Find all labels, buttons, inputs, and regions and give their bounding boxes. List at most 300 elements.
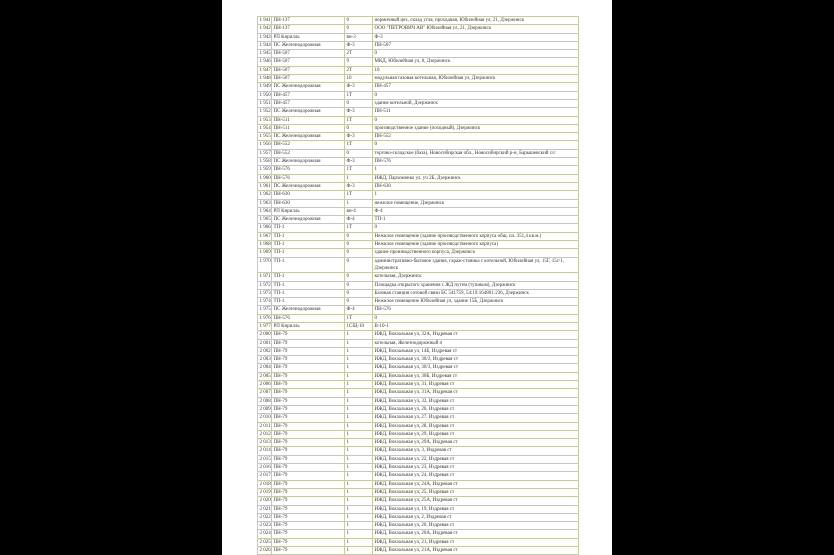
table-row bbox=[258, 199, 579, 207]
consumer-cell: 10 bbox=[373, 66, 579, 74]
consumer-cell: ПН-511 bbox=[373, 108, 579, 116]
row-number: 2 022 bbox=[259, 514, 271, 520]
feeder-cell: 0 bbox=[345, 124, 373, 132]
feeder-cell: 1 bbox=[345, 389, 373, 397]
consumer-cell: ИЖД, Вокзальная ул, 27, Издревая ст bbox=[373, 414, 579, 422]
consumer-cell: ИЖД, Вокзальная ул, 28, Издревая ст bbox=[373, 422, 579, 430]
row-number: 2 008 bbox=[259, 398, 271, 404]
consumer-cell: производственное здание (походный), Дзержинск bbox=[373, 124, 579, 132]
table-row bbox=[258, 447, 579, 455]
consumer-cell: В-10-1 bbox=[373, 322, 579, 330]
feeder-cell: 1 bbox=[345, 447, 373, 455]
row-number: 2 020 bbox=[259, 498, 271, 504]
row-number: 1 960 bbox=[259, 175, 271, 181]
row-number: 1 946 bbox=[259, 59, 271, 65]
table-row bbox=[258, 108, 579, 116]
feeder-cell: 1 bbox=[345, 199, 373, 207]
row-number: 2 019 bbox=[259, 489, 271, 495]
row-number: 1 972 bbox=[259, 282, 271, 288]
consumer-cell: ИЖД, Вокзальная ул, 21А, Издревая ст bbox=[373, 547, 579, 555]
source-node: ПС Железнодорожная bbox=[272, 108, 345, 116]
source-node: ПН-511 bbox=[272, 124, 345, 132]
table-row bbox=[258, 547, 579, 555]
table-row bbox=[258, 207, 579, 215]
source-node: ПН-79 bbox=[272, 455, 345, 463]
source-node: ТП-1 bbox=[272, 241, 345, 249]
table-row bbox=[258, 464, 579, 472]
row-number: 2 015 bbox=[259, 456, 271, 462]
feeder-cell: 9 bbox=[345, 58, 373, 66]
source-node: РП Кирилль bbox=[272, 322, 345, 330]
source-node: ТП-1 bbox=[272, 249, 345, 257]
row-number: 2 006 bbox=[259, 382, 271, 388]
consumer-cell: ПН-507 bbox=[373, 41, 579, 49]
source-node: ТП-1 bbox=[272, 224, 345, 232]
table-row bbox=[258, 530, 579, 538]
feeder-cell: 1Т bbox=[345, 166, 373, 174]
feeder-cell: 1 bbox=[345, 497, 373, 505]
feeder-cell: 1 bbox=[345, 430, 373, 438]
feeder-cell: 1 bbox=[345, 480, 373, 488]
feeder-cell: 1 bbox=[345, 472, 373, 480]
feeder-cell: 1 bbox=[345, 522, 373, 530]
row-number: 1 958 bbox=[259, 159, 271, 165]
feeder-cell: 0 bbox=[345, 289, 373, 297]
consumer-cell: 1 bbox=[373, 191, 579, 199]
source-node: ПН-457 bbox=[272, 99, 345, 107]
table-row bbox=[258, 497, 579, 505]
consumer-cell: ТП-1 bbox=[373, 216, 579, 224]
table-row bbox=[258, 322, 579, 330]
row-number: 2 023 bbox=[259, 523, 271, 529]
consumer-cell: торгово-складское (база), Новосибирская обл., Новосибирский р-н, Барышевский с/с bbox=[373, 149, 579, 157]
row-number: 2 000 bbox=[259, 332, 271, 338]
table-row bbox=[258, 99, 579, 107]
row-number: 1 952 bbox=[259, 109, 271, 115]
table-row bbox=[258, 116, 579, 124]
feeder-cell: 1Т bbox=[345, 191, 373, 199]
consumer-cell: нежилое помещение, Дзержинск bbox=[373, 199, 579, 207]
source-node: ПН-79 bbox=[272, 530, 345, 538]
source-node: ПН-552 bbox=[272, 149, 345, 157]
source-node: ТП-1 bbox=[272, 298, 345, 306]
row-number: 1 955 bbox=[259, 134, 271, 140]
consumer-cell: ИЖД, Вокзальная ул, 29, Издревая ст bbox=[373, 430, 579, 438]
document-page bbox=[222, 0, 612, 555]
row-number: 1 942 bbox=[259, 26, 271, 32]
feeder-cell: 0 bbox=[345, 17, 373, 25]
feeder-cell: Ф-3 bbox=[345, 182, 373, 190]
row-number: 2 005 bbox=[259, 373, 271, 379]
source-node: ПС Железнодорожная bbox=[272, 306, 345, 314]
source-node: ПН-79 bbox=[272, 389, 345, 397]
row-number: 1 954 bbox=[259, 125, 271, 131]
feeder-cell: Ф-3 bbox=[345, 133, 373, 141]
row-number: 2 012 bbox=[259, 431, 271, 437]
feeder-cell: 1 bbox=[345, 538, 373, 546]
source-node: ПН-576 bbox=[272, 314, 345, 322]
row-number: 1 953 bbox=[259, 117, 271, 123]
consumer-cell: ПН-576 bbox=[373, 306, 579, 314]
table-row bbox=[258, 513, 579, 521]
source-node: ПН-79 bbox=[272, 347, 345, 355]
source-node: ПН-457 bbox=[272, 91, 345, 99]
source-node: РП Кирилль bbox=[272, 33, 345, 41]
table-row bbox=[258, 158, 579, 166]
consumer-cell: ИЖД, Вокзальная ул, 3, Издревая ст bbox=[373, 447, 579, 455]
table-row bbox=[258, 389, 579, 397]
row-number: 1 969 bbox=[259, 250, 271, 256]
consumer-cell: здание производственного корпуса, Дзержинск bbox=[373, 249, 579, 257]
row-number: 1 973 bbox=[259, 290, 271, 296]
feeder-cell: Ф-4 bbox=[345, 216, 373, 224]
row-number: 1 950 bbox=[259, 92, 271, 98]
consumer-cell: Нежилое помещение Юбилейная ул, здание 15Б, Дзержинск bbox=[373, 298, 579, 306]
feeder-cell: 1СЩ-10 bbox=[345, 322, 373, 330]
consumer-cell: ПН-630 bbox=[373, 182, 579, 190]
table-row bbox=[258, 216, 579, 224]
row-number: 1 963 bbox=[259, 200, 271, 206]
table-row bbox=[258, 372, 579, 380]
consumer-cell: 0 bbox=[373, 50, 579, 58]
row-number: 1 974 bbox=[259, 299, 271, 305]
row-number: 1 948 bbox=[259, 76, 271, 82]
table-row bbox=[258, 381, 579, 389]
feeder-cell: вн-4 bbox=[345, 207, 373, 215]
row-number: 1 961 bbox=[259, 183, 271, 189]
source-node: ПН-79 bbox=[272, 538, 345, 546]
table-row bbox=[258, 224, 579, 232]
source-node: ПН-507 bbox=[272, 75, 345, 83]
table-row bbox=[258, 339, 579, 347]
feeder-cell: Ф-4 bbox=[345, 306, 373, 314]
feeder-cell: Ф-3 bbox=[345, 83, 373, 91]
source-node: ПС Железнодорожная bbox=[272, 83, 345, 91]
table-row bbox=[258, 439, 579, 447]
consumer-cell: ИЖД, Вокзальная ул, 30/3, Издревая ст bbox=[373, 364, 579, 372]
source-node: ТП-1 bbox=[272, 257, 345, 273]
source-node: ПН-137 bbox=[272, 17, 345, 25]
feeder-cell: 1Т bbox=[345, 224, 373, 232]
source-node: ПН-79 bbox=[272, 397, 345, 405]
row-number: 1 945 bbox=[259, 51, 271, 57]
consumer-cell: Нежилое помещение (здание производственного корпуса) bbox=[373, 241, 579, 249]
feeder-cell: 1 bbox=[345, 547, 373, 555]
feeder-cell: 1 bbox=[345, 381, 373, 389]
consumer-cell: МКД, Юбилейная ул, 8, Дзержинск bbox=[373, 58, 579, 66]
table-body bbox=[258, 17, 579, 555]
source-node: ПС Железнодорожная bbox=[272, 182, 345, 190]
consumer-cell: 0 bbox=[373, 91, 579, 99]
source-node: ПН-507 bbox=[272, 66, 345, 74]
source-node: ПС Железнодорожная bbox=[272, 158, 345, 166]
source-node: ТП-1 bbox=[272, 281, 345, 289]
row-number: 1 971 bbox=[259, 274, 271, 280]
source-node: ПН-507 bbox=[272, 50, 345, 58]
consumer-cell: ООО "ПЕТРОВИЧ АВ" Юбилейная ул, 21, Дзержинск bbox=[373, 25, 579, 33]
feeder-cell: 1 bbox=[345, 356, 373, 364]
feeder-cell: 0 bbox=[345, 298, 373, 306]
row-number: 1 975 bbox=[259, 307, 271, 313]
feeder-cell: 1 bbox=[345, 397, 373, 405]
feeder-cell: 1Т bbox=[345, 116, 373, 124]
row-number: 1 947 bbox=[259, 67, 271, 73]
feeder-cell: 1 bbox=[345, 174, 373, 182]
consumer-cell: административно-бытовое здание, гараж-стоянка с котельной, Юбилейная ул, 15Г, 15г/1, Дзержинск bbox=[373, 257, 579, 273]
consumer-cell: ИЖД, Вокзальная ул, 30Б, Издревая ст bbox=[373, 372, 579, 380]
consumer-cell: Ф-3 bbox=[373, 33, 579, 41]
table-row bbox=[258, 124, 579, 132]
feeder-cell: 1 bbox=[345, 513, 373, 521]
consumer-cell: 0 bbox=[373, 116, 579, 124]
table-row bbox=[258, 480, 579, 488]
consumer-cell: ИЖД, Вокзальная ул, 31А, Издревая ст bbox=[373, 389, 579, 397]
consumer-cell: ИЖД, Вокзальная ул, 20А, Издревая ст bbox=[373, 530, 579, 538]
consumer-cell: ИЖД, Вокзальная ул, 25, Издревая ст bbox=[373, 488, 579, 496]
table-row bbox=[258, 472, 579, 480]
source-node: ПН-79 bbox=[272, 547, 345, 555]
source-node: ПН-79 bbox=[272, 488, 345, 496]
table-row bbox=[258, 191, 579, 199]
consumer-cell: ИЖД, Вокзальная ул, 31, Издревая ст bbox=[373, 381, 579, 389]
consumer-cell: Нежилое помещение (здание производственного корпуса общ. пл. 351,4 кв.м.) bbox=[373, 232, 579, 240]
consumer-cell: здание котельной, Дзержинск bbox=[373, 99, 579, 107]
table-row bbox=[258, 364, 579, 372]
row-number: 1 951 bbox=[259, 100, 271, 106]
table-row bbox=[258, 50, 579, 58]
consumer-cell: ИЖД, Вокзальная ул, 19, Издревая ст bbox=[373, 505, 579, 513]
source-node: ТП-1 bbox=[272, 232, 345, 240]
feeder-cell: Ф-3 bbox=[345, 41, 373, 49]
feeder-cell: 1 bbox=[345, 530, 373, 538]
source-node: ПН-630 bbox=[272, 199, 345, 207]
table-row bbox=[258, 41, 579, 49]
table-row bbox=[258, 17, 579, 25]
feeder-cell: 1 bbox=[345, 439, 373, 447]
consumer-cell: ИЖД, Вокзальная ул, 26, Издревая ст bbox=[373, 405, 579, 413]
source-node: ПН-79 bbox=[272, 505, 345, 513]
consumer-cell: Площадка открытого хранения с ЖД путем (тупиком), Дзержинск bbox=[373, 281, 579, 289]
source-node: ПС Железнодорожная bbox=[272, 41, 345, 49]
table-row bbox=[258, 141, 579, 149]
consumer-cell: котельная, Дзержинск bbox=[373, 273, 579, 281]
row-number: 1 965 bbox=[259, 217, 271, 223]
table-row bbox=[258, 257, 579, 273]
table-row bbox=[258, 75, 579, 83]
table-row bbox=[258, 488, 579, 496]
table-row bbox=[258, 455, 579, 463]
consumer-cell: ИЖД, Вокзальная ул, 24А, Издревая ст bbox=[373, 480, 579, 488]
source-node: ПН-79 bbox=[272, 480, 345, 488]
table-row bbox=[258, 273, 579, 281]
feeder-cell: 0 bbox=[345, 273, 373, 281]
row-number: 2 024 bbox=[259, 531, 271, 537]
feeder-cell: 1Т bbox=[345, 91, 373, 99]
row-number: 1 977 bbox=[259, 323, 271, 329]
feeder-cell: 1 bbox=[345, 405, 373, 413]
row-number: 1 943 bbox=[259, 34, 271, 40]
feeder-cell: вн-3 bbox=[345, 33, 373, 41]
row-number: 1 941 bbox=[259, 18, 271, 23]
table-row bbox=[258, 538, 579, 546]
feeder-cell: 0 bbox=[345, 25, 373, 33]
source-node: ПН-79 bbox=[272, 513, 345, 521]
consumer-cell: ИЖД, Вокзальная ул, 21, Издревая ст bbox=[373, 538, 579, 546]
row-number: 2 010 bbox=[259, 415, 271, 421]
source-node: РП Кирилль bbox=[272, 207, 345, 215]
consumer-cell: ИЖД, Вокзальная ул, 23, Издревая ст bbox=[373, 464, 579, 472]
feeder-cell: 1 bbox=[345, 464, 373, 472]
consumer-cell: Ф-4 bbox=[373, 207, 579, 215]
table-row bbox=[258, 166, 579, 174]
row-number: 1 956 bbox=[259, 142, 271, 148]
table-row bbox=[258, 397, 579, 405]
row-number: 2 025 bbox=[259, 539, 271, 545]
table-row bbox=[258, 405, 579, 413]
feeder-cell: 1 bbox=[345, 422, 373, 430]
power-supply-table bbox=[257, 16, 579, 555]
source-node: ПН-630 bbox=[272, 191, 345, 199]
feeder-cell: 1 bbox=[345, 339, 373, 347]
row-number: 1 967 bbox=[259, 233, 271, 239]
table-row bbox=[258, 232, 579, 240]
feeder-cell: Ф-3 bbox=[345, 108, 373, 116]
row-number: 2 009 bbox=[259, 406, 271, 412]
consumer-cell: нормичный цех, склад угля, проходная, Юбилейная ул, 21, Дзержинск bbox=[373, 17, 579, 25]
source-node: ТП-1 bbox=[272, 273, 345, 281]
source-node: ПН-79 bbox=[272, 372, 345, 380]
table-row bbox=[258, 33, 579, 41]
feeder-cell: 10 bbox=[345, 75, 373, 83]
row-number: 2 016 bbox=[259, 465, 271, 471]
table-row bbox=[258, 522, 579, 530]
source-node: ПН-576 bbox=[272, 174, 345, 182]
consumer-cell: ИЖД, Пархоменко ул, уч 2Б, Дзержинск bbox=[373, 174, 579, 182]
table-row bbox=[258, 505, 579, 513]
row-number: 1 966 bbox=[259, 225, 271, 231]
row-number: 1 976 bbox=[259, 315, 271, 321]
feeder-cell: 0 bbox=[345, 232, 373, 240]
table-row bbox=[258, 241, 579, 249]
consumer-cell: ИЖД, Вокзальная ул, 32, Издревая ст bbox=[373, 397, 579, 405]
feeder-cell: 1 bbox=[345, 488, 373, 496]
row-number: 1 959 bbox=[259, 167, 271, 173]
feeder-cell: Ф-3 bbox=[345, 158, 373, 166]
source-node: ПС Железнодорожная bbox=[272, 216, 345, 224]
table-row bbox=[258, 182, 579, 190]
consumer-cell: ПН-457 bbox=[373, 83, 579, 91]
consumer-cell: ИЖД, Вокзальная ул, 25А, Издревая ст bbox=[373, 497, 579, 505]
feeder-cell: 1 bbox=[345, 364, 373, 372]
table-row bbox=[258, 314, 579, 322]
table-row bbox=[258, 133, 579, 141]
table-row bbox=[258, 249, 579, 257]
consumer-cell: ПН-552 bbox=[373, 133, 579, 141]
feeder-cell: 0 bbox=[345, 249, 373, 257]
consumer-cell: 1 bbox=[373, 166, 579, 174]
row-number: 1 970 bbox=[258, 257, 272, 273]
row-number: 2 014 bbox=[259, 448, 271, 454]
feeder-cell: 1 bbox=[345, 331, 373, 339]
table-row bbox=[258, 25, 579, 33]
source-node: ТП-1 bbox=[272, 289, 345, 297]
consumer-cell: модульная газовая котельная, Юбилейная ул, Дзержинск bbox=[373, 75, 579, 83]
consumer-cell: ИЖД, Вокзальная ул, 14Б, Издревая ст bbox=[373, 347, 579, 355]
consumer-cell: ИЖД, Вокзальная ул, 32А, Издревая ст bbox=[373, 331, 579, 339]
consumer-cell: ИЖД, Вокзальная ул, 2, Издревая ст bbox=[373, 513, 579, 521]
row-number: 2 011 bbox=[259, 423, 271, 429]
source-node: ПН-79 bbox=[272, 339, 345, 347]
source-node: ПН-79 bbox=[272, 447, 345, 455]
row-number: 2 002 bbox=[259, 348, 271, 354]
source-node: ПН-507 bbox=[272, 58, 345, 66]
source-node: ПН-79 bbox=[272, 464, 345, 472]
source-node: ПН-79 bbox=[272, 422, 345, 430]
feeder-cell: 1Т bbox=[345, 141, 373, 149]
table-row bbox=[258, 281, 579, 289]
source-node: ПН-137 bbox=[272, 25, 345, 33]
feeder-cell: 0 bbox=[345, 99, 373, 107]
source-node: ПН-79 bbox=[272, 522, 345, 530]
row-number: 1 957 bbox=[259, 150, 271, 156]
feeder-cell: 1 bbox=[345, 505, 373, 513]
consumer-cell: 0 bbox=[373, 314, 579, 322]
source-node: ПН-511 bbox=[272, 116, 345, 124]
source-node: ПН-576 bbox=[272, 166, 345, 174]
source-node: ПН-79 bbox=[272, 472, 345, 480]
table-row bbox=[258, 430, 579, 438]
row-number: 2 021 bbox=[259, 506, 271, 512]
consumer-cell: 0 bbox=[373, 224, 579, 232]
source-node: ПН-79 bbox=[272, 497, 345, 505]
feeder-cell: 1 bbox=[345, 414, 373, 422]
consumer-cell: котельная, Железнодорожный п bbox=[373, 339, 579, 347]
source-node: ПН-79 bbox=[272, 381, 345, 389]
row-number: 2 013 bbox=[259, 440, 271, 446]
row-number: 1 944 bbox=[259, 42, 271, 48]
feeder-cell: 2Т bbox=[345, 66, 373, 74]
feeder-cell: 2Т bbox=[345, 50, 373, 58]
table-row bbox=[258, 347, 579, 355]
row-number: 2 018 bbox=[259, 481, 271, 487]
feeder-cell: 1 bbox=[345, 372, 373, 380]
table-row bbox=[258, 356, 579, 364]
source-node: ПН-79 bbox=[272, 356, 345, 364]
source-node: ПС Железнодорожная bbox=[272, 133, 345, 141]
table-row bbox=[258, 58, 579, 66]
row-number: 2 004 bbox=[259, 365, 271, 371]
source-node: ПН-79 bbox=[272, 439, 345, 447]
row-number: 1 949 bbox=[259, 84, 271, 90]
consumer-cell: ИЖД, Вокзальная ул, 24, Издревая ст bbox=[373, 472, 579, 480]
source-node: ПН-79 bbox=[272, 430, 345, 438]
consumer-cell: Базовая станция сотовой связи БС 541759, 54:19:164801:236, Дзержинск bbox=[373, 289, 579, 297]
table-row bbox=[258, 298, 579, 306]
consumer-cell: ИЖД, Вокзальная ул, 20, Издревая ст bbox=[373, 522, 579, 530]
table-row bbox=[258, 149, 579, 157]
source-node: ПН-552 bbox=[272, 141, 345, 149]
table-row bbox=[258, 422, 579, 430]
feeder-cell: 0 bbox=[345, 281, 373, 289]
row-number: 2 007 bbox=[259, 390, 271, 396]
source-node: ПН-79 bbox=[272, 405, 345, 413]
source-node: ПН-79 bbox=[272, 414, 345, 422]
source-node: ПН-79 bbox=[272, 364, 345, 372]
feeder-cell: 0 bbox=[345, 257, 373, 273]
row-number: 1 962 bbox=[259, 192, 271, 198]
consumer-cell: ПН-576 bbox=[373, 158, 579, 166]
source-node: ПН-79 bbox=[272, 331, 345, 339]
